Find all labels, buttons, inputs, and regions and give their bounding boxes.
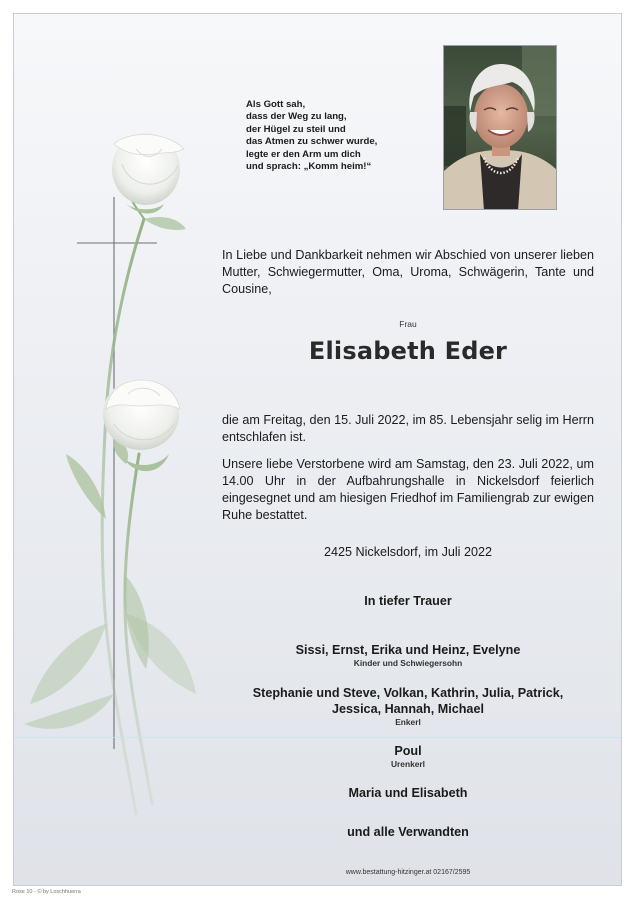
mourner-relation: Kinder und Schwiegersohn: [353, 658, 463, 668]
rose-cross-illustration: [14, 14, 214, 886]
mourner-group-children: [222, 642, 594, 669]
rose-top: [112, 133, 184, 219]
mourner-names: und alle Verwandten: [347, 825, 469, 839]
mourner-names: Sissi, Ernst, Erika und Heinz, Evelyne: [295, 643, 521, 657]
intro-text: In Liebe und Dankbarkeit nehmen wir Abschied von unserer lieben Mutter, Schwiegermutter, Oma, Uroma, Schwägerin, Tante und Cousine,: [222, 248, 594, 296]
parte-sheet: [13, 13, 622, 886]
salutation: Frau: [399, 319, 417, 329]
mourner-group-relatives: [222, 824, 594, 840]
scan-artifact-line: [14, 737, 622, 738]
mourner-relation: Enkerl: [395, 717, 421, 727]
image-credit: Rose 10 - © by Loschhuerra: [12, 889, 81, 895]
poem-line: dass der Weg zu lang,: [246, 111, 347, 123]
portrait-photo: [443, 45, 557, 210]
place-date: 2425 Nickelsdorf, im Juli 2022: [324, 545, 492, 559]
mourner-group-great-grandchild: [222, 743, 594, 770]
funeral-home-footer: www.bestattung-hitzinger.at 02167/2595: [345, 869, 471, 876]
death-notice: die am Freitag, den 15. Juli 2022, im 85. Lebensjahr selig im Herrn entschlafen ist.: [222, 413, 594, 444]
mourner-group-grandchildren: [222, 685, 594, 728]
mourner-names: Stephanie und Steve, Volkan, Kathrin, Julia, Patrick,: [252, 686, 564, 700]
poem-line: legte er den Arm um dich: [246, 148, 361, 160]
mourner-names: Poul: [394, 744, 422, 758]
rose-middle: [103, 378, 180, 471]
deceased-name: Elisabeth Eder: [308, 337, 508, 365]
funeral-notice: Unsere liebe Verstorbene wird am Samstag, den 23. Juli 2022, um 14.00 Uhr in der Aufbahrungshalle in Nickelsdorf feierlich eingesegnet und am hiesigen Friedhof im Familiengrab zur ewigen Ruhe bestattet.: [222, 457, 594, 522]
poem-line: Als Gott sah,: [246, 99, 306, 110]
portrait-image: [444, 46, 557, 210]
mourner-names: Jessica, Hannah, Michael: [332, 702, 484, 716]
poem-line: und sprach: „Komm heim!“: [246, 161, 372, 173]
mourner-names: Maria und Elisabeth: [348, 786, 468, 800]
poem-line: das Atmen zu schwer wurde,: [246, 136, 378, 148]
mourning-heading: In tiefer Trauer: [364, 594, 452, 608]
rose-stems: [102, 219, 152, 814]
poem-quote: [246, 99, 406, 173]
mourner-relation: Urenkerl: [391, 759, 425, 769]
poem-line: der Hügel zu steil und: [246, 123, 346, 135]
mourner-group-siblings: [222, 785, 594, 801]
